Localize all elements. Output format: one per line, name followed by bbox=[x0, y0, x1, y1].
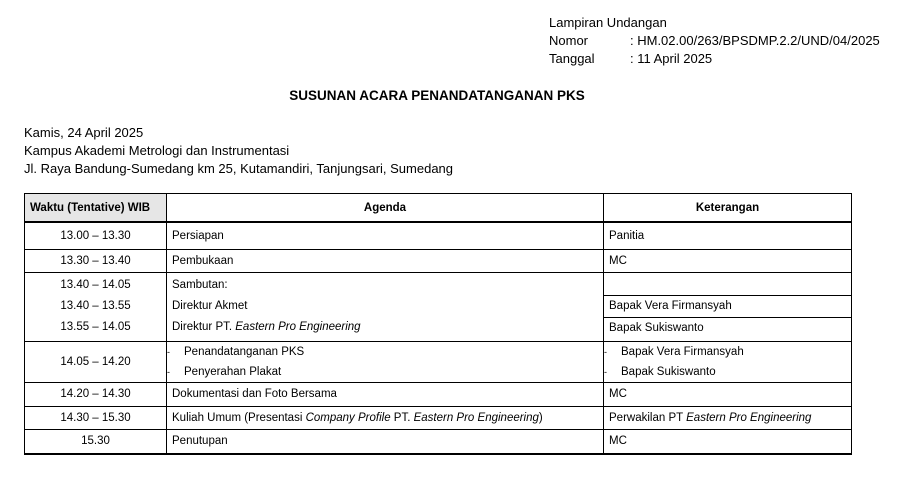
bullet-dash: - bbox=[167, 346, 170, 357]
note-bullet-item bbox=[604, 342, 846, 362]
event-info bbox=[24, 124, 453, 178]
agenda-line bbox=[172, 317, 598, 338]
agenda-text: PT. bbox=[390, 411, 414, 424]
note-cell: Panitia bbox=[604, 222, 852, 249]
note-line: Bapak Sukiswanto bbox=[609, 322, 704, 334]
agenda-text-italic: Company Profile bbox=[305, 411, 391, 424]
agenda-text: Penyerahan Plakat bbox=[184, 365, 282, 378]
note-cell: MC bbox=[604, 249, 852, 272]
agenda-text-italic: Eastern Pro Engineering bbox=[235, 321, 361, 333]
number-row bbox=[549, 32, 880, 50]
agenda-cell: Pembukaan bbox=[167, 249, 604, 272]
time-line: 13.40 – 14.05 bbox=[60, 279, 131, 291]
table-row bbox=[25, 382, 852, 406]
table-header-row bbox=[25, 194, 852, 223]
agenda-text: Direktur PT. bbox=[172, 321, 236, 333]
note-cell bbox=[604, 272, 852, 341]
note-text: Perwakilan PT bbox=[609, 411, 687, 424]
time-cell bbox=[25, 272, 167, 341]
header-agenda: Agenda bbox=[167, 194, 604, 223]
agenda-bullet-item bbox=[167, 342, 598, 362]
time-cell: 13.00 – 13.30 bbox=[25, 222, 167, 249]
agenda-cell: Penutupan bbox=[167, 429, 604, 454]
attachment-label: Lampiran Undangan bbox=[549, 15, 667, 30]
agenda-text-italic: Eastern Pro Engineering bbox=[413, 411, 539, 424]
table-row bbox=[25, 429, 852, 454]
table-row bbox=[25, 222, 852, 249]
note-bullet-item bbox=[604, 362, 846, 382]
date-value: : 11 April 2025 bbox=[630, 51, 713, 66]
agenda-text: ) bbox=[538, 411, 543, 424]
note-text: Bapak Vera Firmansyah bbox=[621, 345, 744, 358]
table-row bbox=[25, 249, 852, 272]
time-cell: 15.30 bbox=[25, 429, 167, 454]
time-line: 13.55 – 14.05 bbox=[60, 321, 131, 333]
document-title: SUSUNAN ACARA PENANDATANGANAN PKS bbox=[289, 88, 585, 103]
date-label: Tanggal bbox=[549, 51, 595, 66]
note-line: Bapak Vera Firmansyah bbox=[604, 296, 851, 318]
note-line-empty bbox=[604, 274, 851, 296]
schedule-table bbox=[24, 193, 852, 455]
agenda-cell bbox=[167, 341, 604, 382]
event-venue: Kampus Akademi Metrologi dan Instrumentasi bbox=[24, 143, 290, 158]
note-text: Bapak Sukiswanto bbox=[621, 365, 716, 378]
note-text-italic: Eastern Pro Engineering bbox=[686, 411, 812, 424]
agenda-line: Direktur Akmet bbox=[172, 300, 248, 312]
agenda-text: Kuliah Umum (Presentasi bbox=[172, 411, 306, 424]
number-value: : HM.02.00/263/BPSDMP.2.2/UND/04/2025 bbox=[630, 33, 880, 48]
note-cell: MC bbox=[604, 382, 852, 406]
table-row bbox=[25, 272, 852, 341]
note-cell: MC bbox=[604, 429, 852, 454]
time-cell: 14.05 – 14.20 bbox=[25, 341, 167, 382]
header-time: Waktu (Tentative) WIB bbox=[25, 194, 167, 223]
time-cell: 13.30 – 13.40 bbox=[25, 249, 167, 272]
header-note: Keterangan bbox=[604, 194, 852, 223]
bullet-dash: - bbox=[604, 366, 607, 377]
agenda-bullet-item bbox=[167, 362, 598, 382]
time-cell: 14.20 – 14.30 bbox=[25, 382, 167, 406]
time-line: 13.40 – 13.55 bbox=[60, 300, 131, 312]
event-day: Kamis, 24 April 2025 bbox=[24, 125, 144, 140]
agenda-cell: Dokumentasi dan Foto Bersama bbox=[167, 382, 604, 406]
document-header bbox=[549, 14, 880, 68]
agenda-line: Sambutan: bbox=[172, 279, 228, 291]
table-row bbox=[25, 406, 852, 429]
table-row bbox=[25, 341, 852, 382]
note-cell bbox=[604, 406, 852, 429]
event-address: Jl. Raya Bandung-Sumedang km 25, Kutamandiri, Tanjungsari, Sumedang bbox=[24, 161, 454, 176]
agenda-text: Penandatanganan PKS bbox=[184, 345, 305, 358]
agenda-cell bbox=[167, 272, 604, 341]
agenda-cell bbox=[167, 406, 604, 429]
date-row bbox=[549, 50, 880, 68]
bullet-dash: - bbox=[604, 346, 607, 357]
note-cell bbox=[604, 341, 852, 382]
bullet-dash: - bbox=[167, 366, 170, 377]
time-cell: 14.30 – 15.30 bbox=[25, 406, 167, 429]
agenda-cell: Persiapan bbox=[167, 222, 604, 249]
number-label: Nomor bbox=[549, 33, 589, 48]
